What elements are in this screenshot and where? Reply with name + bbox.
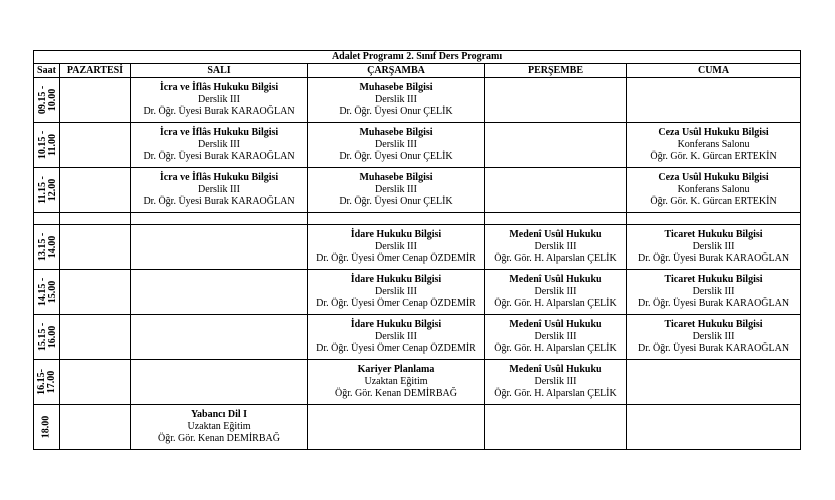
course-room: Derslik III <box>375 94 417 105</box>
time-slot-label <box>38 232 58 260</box>
time-slot-cell <box>34 405 60 450</box>
class-cell-wednesday <box>308 123 485 168</box>
time-slot-text: 12.00 <box>46 178 58 201</box>
header-thursday: PERŞEMBE <box>485 64 627 78</box>
course-room: Derslik III <box>534 286 577 297</box>
time-slot-text: 16.00 <box>47 325 59 348</box>
time-slot-text: 13.15 - <box>37 232 49 261</box>
time-slot-text: 11.15 - <box>36 175 48 204</box>
class-cell-tuesday <box>131 78 308 123</box>
class-cell-tuesday <box>131 123 308 168</box>
time-slot-text: 10.00 <box>47 88 59 111</box>
course-name: İcra ve İflâs Hukuku Bilgisi <box>159 127 279 138</box>
class-cell-monday <box>60 270 131 315</box>
course-name: Muhasebe Bilgisi <box>359 127 433 138</box>
course-teacher: Öğr. Gör. H. Alparslan ÇELİK <box>494 253 617 264</box>
course-room: Konferans Salonu <box>677 184 750 195</box>
time-slot-cell <box>34 123 60 168</box>
time-slot-text: 14.00 <box>47 235 59 258</box>
course-name: Muhasebe Bilgisi <box>359 172 433 183</box>
course-name: Muhasebe Bilgisi <box>359 82 433 93</box>
time-slot-label <box>38 277 58 305</box>
time-slot-text: 15.15 - <box>37 322 49 351</box>
schedule-row <box>34 78 801 123</box>
course-teacher: Öğr. Gör. Kenan DEMİRBAĞ <box>335 388 457 399</box>
break-cell <box>131 213 308 225</box>
course-room: Derslik III <box>375 331 417 342</box>
time-slot-text: 11.00 <box>47 133 59 156</box>
time-slot-cell <box>34 315 60 360</box>
class-cell-wednesday <box>308 225 485 270</box>
header-monday: PAZARTESİ <box>60 64 131 78</box>
time-slot-label <box>42 416 52 439</box>
course-name: Ceza Usûl Hukuku Bilgisi <box>658 127 769 138</box>
course-name: İdare Hukuku Bilgisi <box>350 274 442 285</box>
header-friday: CUMA <box>627 64 801 78</box>
schedule-row <box>34 315 801 360</box>
class-cell-friday <box>627 360 801 405</box>
course-name: İcra ve İflâs Hukuku Bilgisi <box>159 82 279 93</box>
course-room: Konferans Salonu <box>677 139 750 150</box>
class-cell-monday <box>60 123 131 168</box>
course-name: Yabancı Dil I <box>190 409 248 420</box>
class-cell-friday <box>627 315 801 360</box>
course-room: Derslik III <box>692 286 735 297</box>
course-teacher: Dr. Öğr. Üyesi Onur ÇELİK <box>339 151 453 162</box>
header-tuesday: SALI <box>131 64 308 78</box>
time-slot-text: 09.15 - <box>37 85 49 114</box>
course-name: İcra ve İflâs Hukuku Bilgisi <box>159 172 279 183</box>
course-name: Ticaret Hukuku Bilgisi <box>664 274 763 285</box>
class-cell-friday <box>627 225 801 270</box>
course-name: İdare Hukuku Bilgisi <box>350 319 442 330</box>
course-name: Medenî Usûl Hukuku <box>509 274 602 285</box>
break-cell <box>34 213 60 225</box>
class-cell-friday <box>627 168 801 213</box>
day-header-row <box>34 64 801 78</box>
class-cell-thursday <box>485 225 627 270</box>
course-teacher: Öğr. Gör. H. Alparslan ÇELİK <box>494 298 617 309</box>
time-slot-text: 14.15 - <box>37 277 49 306</box>
class-cell-tuesday <box>131 315 308 360</box>
course-name: Ticaret Hukuku Bilgisi <box>664 319 763 330</box>
course-teacher: Dr. Öğr. Üyesi Burak KARAOĞLAN <box>637 343 790 354</box>
time-slot-label <box>38 176 58 204</box>
course-room: Derslik III <box>375 139 417 150</box>
class-cell-tuesday <box>131 270 308 315</box>
time-slot-text: 16.15- <box>35 368 47 395</box>
course-teacher: Dr. Öğr. Üyesi Ömer Cenap ÖZDEMİR <box>316 298 476 309</box>
class-cell-friday <box>627 78 801 123</box>
time-slot-text: 10.15 - <box>37 130 49 159</box>
time-slot-cell <box>34 360 60 405</box>
course-name: Medenî Usûl Hukuku <box>509 229 602 240</box>
course-room: Uzaktan Eğitim <box>187 421 251 432</box>
course-teacher: Dr. Öğr. Üyesi Burak KARAOĞLAN <box>143 151 295 162</box>
break-cell <box>627 213 801 225</box>
break-cell <box>60 213 131 225</box>
class-cell-monday <box>60 225 131 270</box>
course-name: Ticaret Hukuku Bilgisi <box>664 229 763 240</box>
break-cell <box>485 213 627 225</box>
class-cell-monday <box>60 315 131 360</box>
time-slot-cell <box>34 225 60 270</box>
course-name: İdare Hukuku Bilgisi <box>350 229 442 240</box>
class-cell-wednesday <box>308 405 485 450</box>
time-slot-label <box>38 85 58 113</box>
class-cell-monday <box>60 78 131 123</box>
schedule-row <box>34 405 801 450</box>
class-cell-wednesday <box>308 360 485 405</box>
class-cell-thursday <box>485 360 627 405</box>
course-teacher: Dr. Öğr. Üyesi Burak KARAOĞLAN <box>143 106 295 117</box>
course-room: Derslik III <box>375 184 417 195</box>
course-room: Derslik III <box>534 241 577 252</box>
course-room: Derslik III <box>198 139 240 150</box>
header-wednesday: ÇARŞAMBA <box>308 64 485 78</box>
lunch-break-row <box>34 213 801 225</box>
course-teacher: Öğr. Gör. K. Gürcan ERTEKİN <box>650 151 777 162</box>
course-room: Derslik III <box>692 331 735 342</box>
class-cell-tuesday <box>131 360 308 405</box>
time-slot-label <box>38 322 58 350</box>
time-slot-cell <box>34 168 60 213</box>
course-teacher: Dr. Öğr. Üyesi Onur ÇELİK <box>339 196 453 207</box>
class-cell-wednesday <box>308 168 485 213</box>
course-room: Derslik III <box>198 184 240 195</box>
time-slot-cell <box>34 270 60 315</box>
schedule-title: Adalet Programı 2. Sınıf Ders Programı <box>34 51 801 64</box>
class-cell-wednesday <box>308 315 485 360</box>
class-cell-monday <box>60 405 131 450</box>
class-cell-wednesday <box>308 270 485 315</box>
class-cell-tuesday <box>131 225 308 270</box>
course-room: Derslik III <box>534 331 577 342</box>
schedule-row <box>34 123 801 168</box>
class-cell-thursday <box>485 78 627 123</box>
course-room: Derslik III <box>692 241 735 252</box>
class-cell-tuesday <box>131 168 308 213</box>
schedule-row <box>34 270 801 315</box>
class-cell-wednesday <box>308 78 485 123</box>
course-teacher: Öğr. Gör. Kenan DEMİRBAĞ <box>158 433 280 444</box>
course-room: Derslik III <box>375 286 417 297</box>
time-slot-text: 15.00 <box>47 280 59 303</box>
course-room: Derslik III <box>534 376 577 387</box>
course-teacher: Öğr. Gör. H. Alparslan ÇELİK <box>494 388 617 399</box>
class-cell-friday <box>627 123 801 168</box>
time-slot-cell <box>34 78 60 123</box>
class-cell-thursday <box>485 168 627 213</box>
course-room: Derslik III <box>375 241 417 252</box>
class-cell-thursday <box>485 123 627 168</box>
course-room: Derslik III <box>198 94 240 105</box>
class-cell-monday <box>60 360 131 405</box>
class-cell-friday <box>627 270 801 315</box>
course-teacher: Öğr. Gör. K. Gürcan ERTEKİN <box>650 196 777 207</box>
course-name: Kariyer Planlama <box>357 364 435 375</box>
time-slot-text: 17.00 <box>45 370 57 393</box>
course-teacher: Dr. Öğr. Üyesi Burak KARAOĞLAN <box>143 196 295 207</box>
time-slot-label <box>37 369 57 395</box>
course-teacher: Öğr. Gör. H. Alparslan ÇELİK <box>494 343 617 354</box>
course-room: Uzaktan Eğitim <box>364 376 428 387</box>
header-time: Saat <box>34 64 60 78</box>
class-cell-tuesday <box>131 405 308 450</box>
course-name: Medenî Usûl Hukuku <box>509 364 602 375</box>
class-cell-thursday <box>485 405 627 450</box>
course-teacher: Dr. Öğr. Üyesi Onur ÇELİK <box>339 106 453 117</box>
time-slot-text: 18.00 <box>40 415 52 439</box>
course-teacher: Dr. Öğr. Üyesi Ömer Cenap ÖZDEMİR <box>316 253 476 264</box>
class-cell-friday <box>627 405 801 450</box>
course-teacher: Dr. Öğr. Üyesi Burak KARAOĞLAN <box>637 253 790 264</box>
time-slot-label <box>38 130 58 158</box>
class-cell-thursday <box>485 315 627 360</box>
class-cell-monday <box>60 168 131 213</box>
course-teacher: Dr. Öğr. Üyesi Ömer Cenap ÖZDEMİR <box>316 343 476 354</box>
schedule-table <box>33 50 801 450</box>
schedule-row <box>34 225 801 270</box>
break-cell <box>308 213 485 225</box>
schedule-row <box>34 168 801 213</box>
course-name: Medenî Usûl Hukuku <box>509 319 602 330</box>
course-name: Ceza Usûl Hukuku Bilgisi <box>658 172 769 183</box>
schedule-row <box>34 360 801 405</box>
class-cell-thursday <box>485 270 627 315</box>
course-teacher: Dr. Öğr. Üyesi Burak KARAOĞLAN <box>637 298 790 309</box>
